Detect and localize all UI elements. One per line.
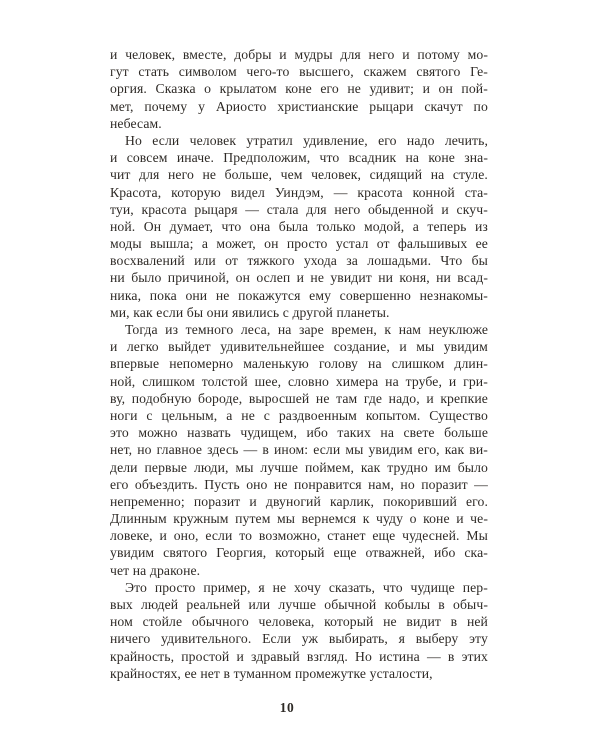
text-line: ной. Он думает, что она была только модой, а теперь из: [110, 218, 488, 234]
page-text-block: [110, 46, 488, 682]
text-line: мет, почему у Ариосто христианские рыцари скачут по: [110, 98, 488, 114]
text-line: Это просто пример, я не хочу сказать, что чудище пер-: [125, 579, 488, 595]
text-line: ву, подобную бороде, выросшей не там где надо, и крепкие: [110, 390, 488, 406]
text-line: чит для него не больше, чем человек, сидящий на стуле.: [110, 167, 488, 183]
text-line: моды вышла; а может, он просто устал от фальшивых ее: [110, 236, 488, 252]
text-line: ми, как если бы они явились с другой планеты.: [110, 304, 390, 320]
text-line: и человек, вместе, добры и мудры для него и потому мо-: [110, 47, 488, 62]
text-line: его объездить. Пусть оно не понравится нам, но поразит —: [110, 476, 488, 492]
text-line: ничего удивительного. Если уж выбирать, я выберу эту: [110, 631, 488, 647]
text-line: крайностях, ее нет в туманном промежутке усталости,: [110, 665, 433, 681]
text-line: туи, красота рыцаря — стала для него обыденной и скуч-: [110, 201, 488, 217]
text-line: Но если человек утратил удивление, его надо лечить,: [125, 132, 488, 148]
paragraph: [110, 579, 488, 682]
text-line: ни было причиной, он ослеп и не увидит ни коня, ни всад-: [110, 270, 488, 286]
text-line: ной, слишком толстой шее, словно химера на трубе, и гри-: [110, 373, 488, 389]
text-line: восхвалений или от тяжкого ухода за лошадьми. Что бы: [110, 253, 488, 269]
text-line: вых людей реальней или лучше обычной кобылы в обыч-: [110, 597, 488, 612]
text-line: небесам.: [110, 115, 162, 131]
text-line: это можно назвать чудищем, ибо таких на свете больше: [110, 425, 488, 441]
text-line: дели первые люди, мы лучше поймем, как трудно им было: [110, 459, 488, 475]
text-line: оргия. Сказка о крылатом коне его не удивит; и он пой-: [110, 81, 488, 97]
text-line: чет на драконе.: [110, 562, 201, 578]
text-line: нет, но главное здесь — в ином: если мы увидим его, как ви-: [110, 442, 488, 458]
text-line: увидим святого Георгия, который еще отважней, ибо ска-: [110, 545, 488, 561]
text-line: Длинным кружным путем мы вернемся к чуду о коне и че-: [110, 511, 488, 527]
text-line: ном стойле обычного человека, который не видит в ней: [110, 614, 488, 630]
text-line: ника, пока они не покажутся ему совершенно незнакомы-: [110, 287, 488, 303]
text-line: и легко выйдет удивительнейшее создание, и мы увидим: [110, 339, 488, 355]
paragraph: [110, 132, 488, 321]
text-line: Красота, которую видел Уиндэм, — красота конной ста-: [110, 184, 488, 200]
text-line: впервые непомерно маленькую голову на слишком длин-: [110, 356, 488, 372]
page-number: 10: [279, 700, 295, 715]
text-line: гут стать символом чего-то высшего, скажем святого Ге-: [110, 64, 488, 80]
text-line: ловеке, и оно, если то возможно, станет еще чудесней. Мы: [110, 528, 488, 544]
text-line: и совсем иначе. Предположим, что всадник на коне зна-: [110, 150, 488, 166]
text-line: непременно; поразит и двуногий карлик, покоривший его.: [110, 493, 488, 509]
text-line: ноги с цельным, а не с раздвоенным копытом. Существо: [110, 407, 488, 423]
text-line: крайность, простой и здравый взгляд. Но истина — в этих: [110, 648, 488, 664]
text-line: Тогда из темного леса, на заре времен, к нам неуклюже: [125, 322, 488, 337]
paragraph: [110, 321, 488, 579]
paragraph: [110, 46, 488, 132]
